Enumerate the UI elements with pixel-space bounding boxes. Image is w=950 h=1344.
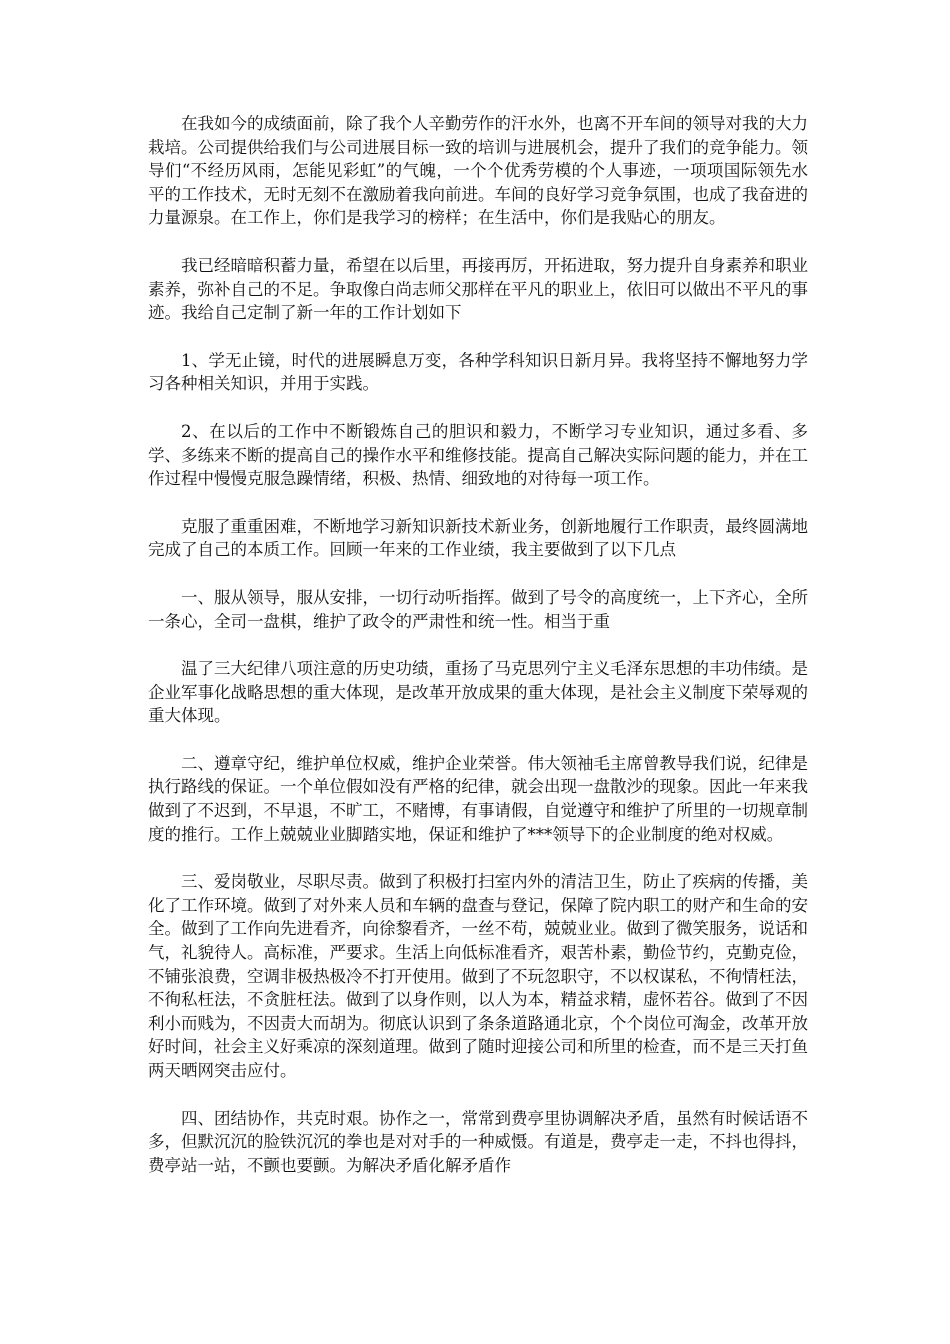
paragraph-point-3: 三、爱岗敬业，尽职尽责。做到了积极打扫室内外的清洁卫生，防止了疾病的传播，美化了工作环境。做到了对外来人员和车辆的盘查与登记，保障了院内职工的财产和生命的安全。做到了工作向先进看齐，向徐黎看齐，一丝不苟，兢兢业业。做到了微笑服务，说话和气，礼貌待人。高标准，严要求。生活上向低标准看齐，艰苦朴素，勤俭节约，克勤克俭，不铺张浪费，空调非极热极冷不打开使用。做到了不玩忽职守，不以权谋私，不徇情枉法，不徇私枉法，不贪脏枉法。做到了以身作则，以人为本，精益求精，虚怀若谷。做到了不因利小而贱为，不因责大而胡为。彻底认识到了条条道路通北京，个个岗位可淘金，改革开放好时间，社会主义好乘凉的深刻道理。做到了随时迎接公司和所里的检查，而不是三天打鱼两天晒网突击应付。: [148, 872, 808, 1080]
paragraph-plan-item-1: 1、学无止镜，时代的进展瞬息万变，各种学科知识日新月异。我将坚持不懈地努力学习各种相关知识，并用于实践。: [148, 350, 808, 394]
paragraph-point-1: 一、服从领导，服从安排，一切行动听指挥。做到了号令的高度统一，上下齐心，全所一条心，全司一盘棋，维护了政令的严肃性和统一性。相当于重: [148, 587, 808, 631]
paragraph-gratitude: 在我如今的成绩面前，除了我个人辛勤劳作的汗水外，也离不开车间的领导对我的大力栽培。公司提供给我们与公司进展目标一致的培训与进展机会，提升了我们的竞争能力。领导们“不经历风雨，怎能见彩虹”的气魄，一个个优秀劳模的个人事迹，一项项国际领先水平的工作技术，无时无刻不在激励着我向前进。车间的良好学习竞争氛围，也成了我奋进的力量源泉。在工作上，你们是我学习的榜样；在生活中，你们是我贴心的朋友。: [148, 114, 808, 228]
paragraph-point-4: 四、团结协作，共克时艰。协作之一，常常到费亭里协调解决矛盾，虽然有时候话语不多，但默沉沉的脸铁沉沉的拳也是对对手的一种威慑。有道是，费亭走一走，不抖也得抖，费亭站一站，不颤也要颤。为解决矛盾化解矛盾作: [148, 1108, 808, 1175]
document-body: [148, 112, 808, 1201]
paragraph-aspiration: 我已经暗暗积蓄力量，希望在以后里，再接再厉，开拓进取，努力提升自身素养和职业素养，弥补自己的不足。争取像白尚志师父那样在平凡的职业上，依旧可以做出不平凡的事迹。我给自己定制了新一年的工作计划如下: [148, 255, 808, 323]
paragraph-point-1-continued: 温了三大纪律八项注意的历史功绩，重扬了马克思列宁主义毛泽东思想的丰功伟绩。是企业军事化战略思想的重大体现，是改革开放成果的重大体现，是社会主义制度下荣辱观的重大体现。: [148, 659, 808, 726]
paragraph-point-2: 二、遵章守纪，维护单位权威，维护企业荣誉。伟大领袖毛主席曾教导我们说，纪律是执行路线的保证。一个单位假如没有严格的纪律，就会出现一盘散沙的现象。因此一年来我做到了不迟到，不早退，不旷工，不赌博，有事请假，自觉遵守和维护了所里的一切规章制度的推行。工作上兢兢业业脚踏实地，保证和维护了***领导下的企业制度的绝对权威。: [148, 753, 808, 844]
paragraph-plan-item-2: 2、在以后的工作中不断锻炼自己的胆识和毅力，不断学习专业知识，通过多看、多学、多练来不断的提高自己的操作水平和维修技能。提高自己解决实际问题的能力，并在工作过程中慢慢克服急躁情绪，积极、热情、细致地的对待每一项工作。: [148, 421, 808, 489]
paragraph-review-intro: 克服了重重困难，不断地学习新知识新技术新业务，创新地履行工作职责，最终圆满地完成了自己的本质工作。回顾一年来的工作业绩，我主要做到了以下几点: [148, 516, 808, 560]
